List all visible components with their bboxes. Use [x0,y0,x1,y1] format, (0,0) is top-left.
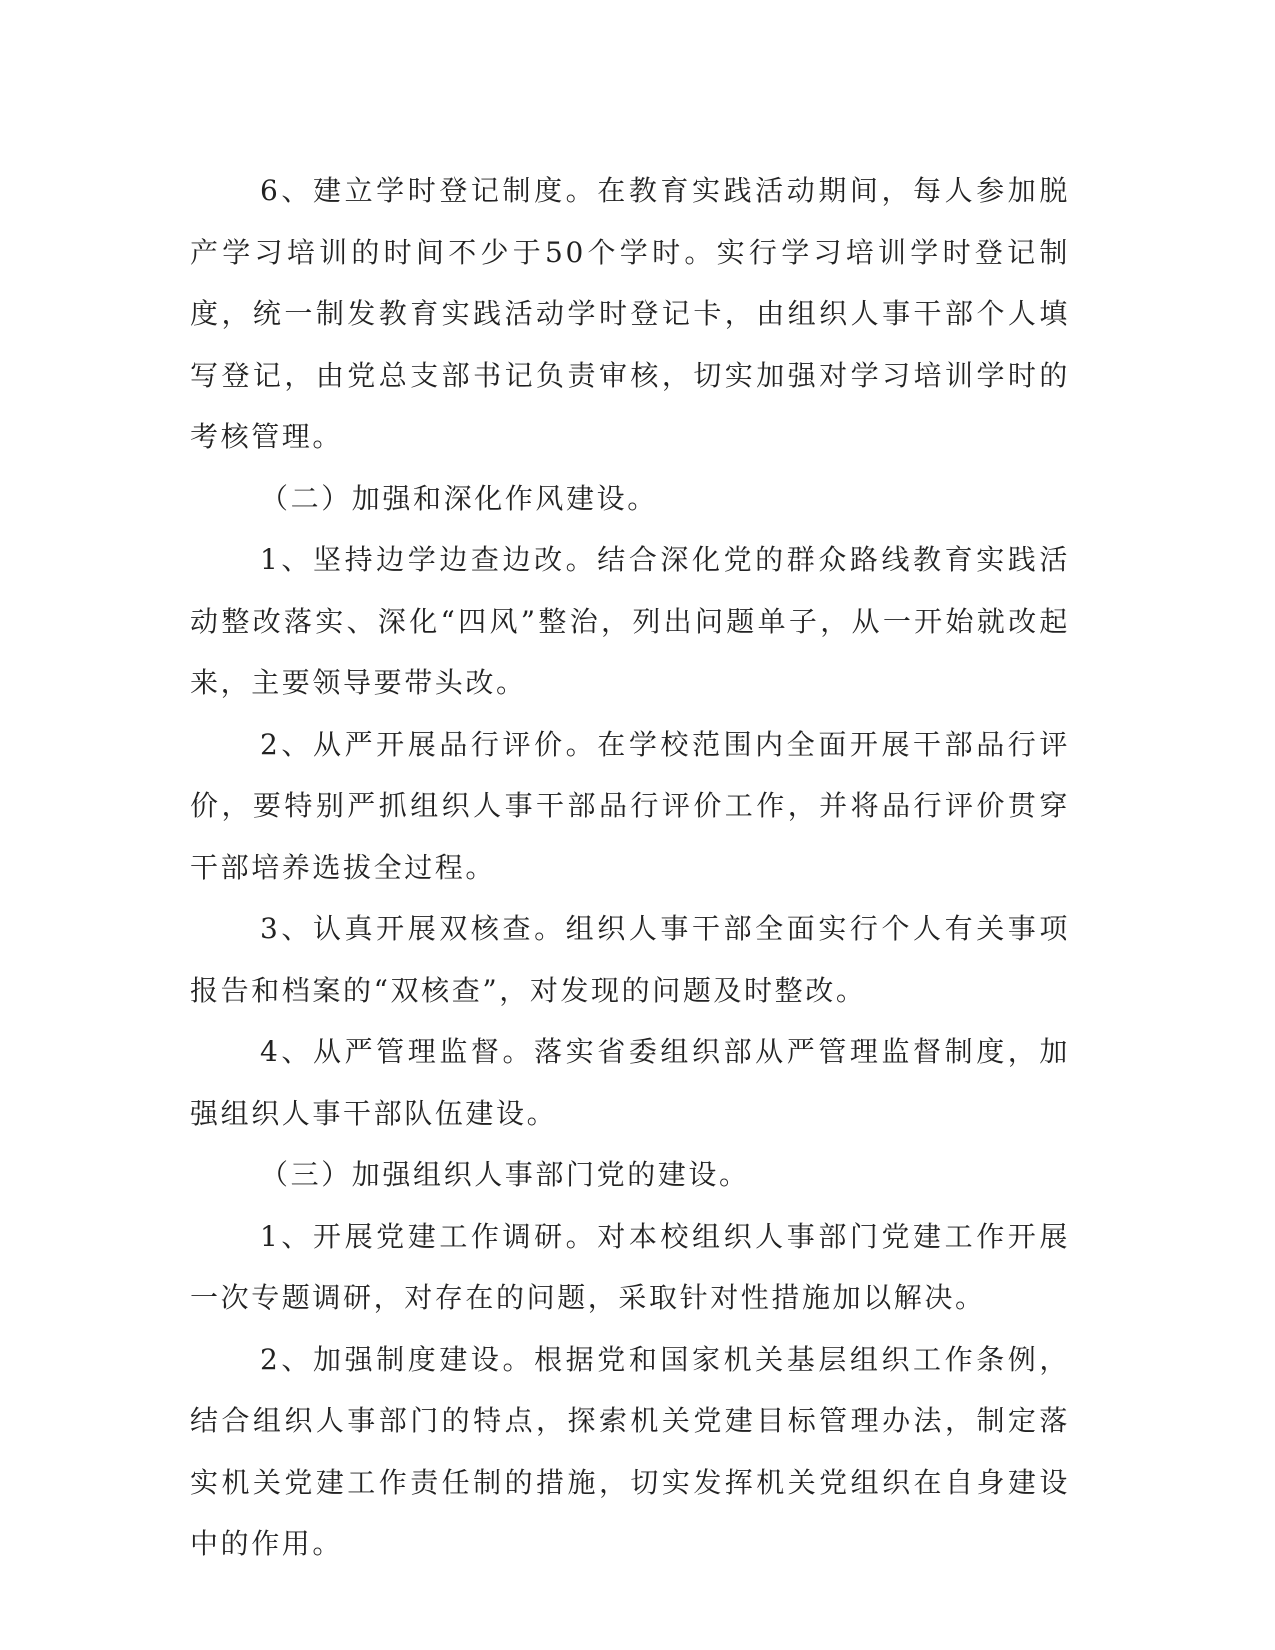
paragraph-system-building: 2、加强制度建设。根据党和国家机关基层组织工作条例，结合组织人事部门的特点，探索机关党建目标管理办法，制定落实机关党建工作责任制的措施，切实发挥机关党组织在自身建设中的作用。 [190,1342,1070,1560]
paragraph-learn-check-rectify: 1、坚持边学边查边改。结合深化党的群众路线教育实践活动整改落实、深化“四风”整治，列出问题单子，从一开始就改起来，主要领导要带头改。 [190,543,1070,699]
paragraph-conduct-evaluation: 2、从严开展品行评价。在学校范围内全面开展干部品行评价，要特别严抓组织人事干部品行评价工作，并将品行评价贯穿干部培养选拔全过程。 [190,727,1070,884]
paragraph-strict-supervision: 4、从严管理监督。落实省委组织部从严管理监督制度，加强组织人事干部队伍建设。 [190,1035,1070,1130]
heading-style-building: （二）加强和深化作风建设。 [260,481,658,515]
paragraph-double-verification: 3、认真开展双核查。组织人事干部全面实行个人有关事项报告和档案的“双核查”，对发现的问题及时整改。 [190,912,1070,1007]
paragraph-party-research: 1、开展党建工作调研。对本校组织人事部门党建工作开展一次专题调研，对存在的问题，采取针对性措施加以解决。 [190,1219,1070,1314]
document-body [190,160,1070,1575]
paragraph-study-hours-registration: 6、建立学时登记制度。在教育实践活动期间，每人参加脱产学习培训的时间不少于50个学时。实行学习培训学时登记制度，统一制发教育实践活动学时登记卡，由组织人事干部个人填写登记，由党总支部书记负责审核，切实加强对学习培训学时的考核管理。 [190,174,1070,453]
heading-party-building: （三）加强组织人事部门党的建设。 [260,1158,750,1191]
